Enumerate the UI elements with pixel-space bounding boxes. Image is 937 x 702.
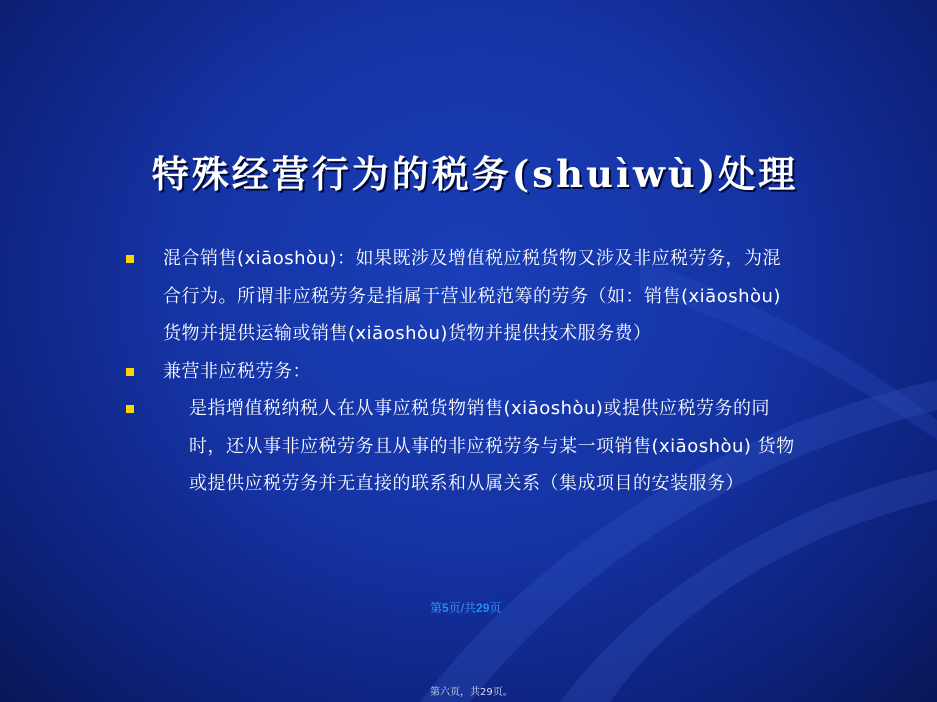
page-middle: 页/共	[448, 601, 477, 615]
bullet-square-icon	[126, 368, 134, 376]
footer-page-count: 第六页，共29页。	[430, 687, 513, 698]
bullet-item-mixed-sales	[126, 240, 796, 353]
bullet-item-definition	[126, 390, 796, 503]
bullet-text: 兼营非应税劳务：	[163, 360, 311, 382]
slide-content	[126, 240, 796, 503]
page-suffix: 页	[489, 601, 502, 615]
slide-title: 特殊经营行为的税务(shuìwù)处理	[151, 152, 799, 196]
page-prefix: 第	[430, 601, 443, 615]
bullet-item-concurrent-operations	[126, 353, 796, 391]
page-total: 29	[476, 601, 490, 615]
page-indicator	[430, 599, 501, 616]
bullet-square-icon	[126, 255, 134, 263]
bullet-text: 混合销售(xiāoshòu)：如果既涉及增值税应税货物又涉及非应税劳务，为混合行为。所谓非应税劳务是指属于营业税范筹的劳务（如：销售(xiāoshòu)货物并提供运输或销售(xiāoshòu)货物并提供技术服务费）	[163, 248, 781, 344]
page-current: 5	[442, 601, 449, 615]
bullet-text: 是指增值税纳税人在从事应税货物销售(xiāoshòu)或提供应税劳务的同时，还从事非应税劳务且从事的非应税劳务与某一项销售(xiāoshòu) 货物或提供应税劳务并无直接的联系和从属关系（集成项目的安装服务）	[189, 398, 795, 494]
bullet-square-icon	[126, 405, 134, 413]
